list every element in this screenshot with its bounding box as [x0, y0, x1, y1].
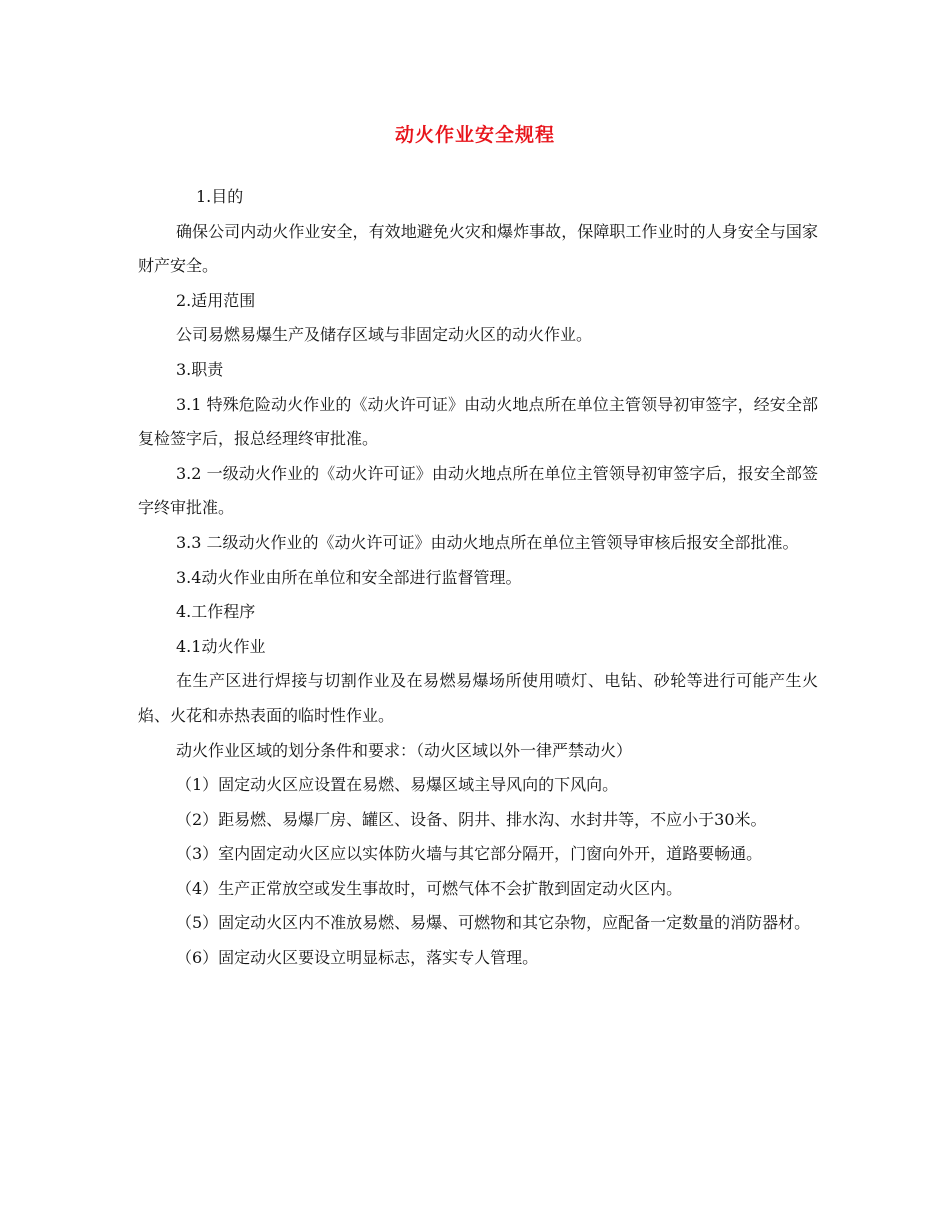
paragraph: 动火作业区域的划分条件和要求：（动火区域以外一律严禁动火）	[176, 740, 633, 760]
paragraph: 确保公司内动火作业安全，有效地避免火灾和爆炸事故，保障职工作业时的人身安全与国家财产安全。	[138, 221, 818, 276]
paragraph: 3.3 二级动火作业的《动火许可证》由动火地点所在单位主管领导审核后报安全部批准。	[176, 532, 799, 552]
paragraph: 3.4动火作业由所在单位和安全部进行监督管理。	[176, 567, 522, 587]
paragraph: 3.职责	[176, 359, 224, 379]
paragraph: （5）固定动火区内不准放易燃、易爆、可燃物和其它杂物，应配备一定数量的消防器材。	[176, 913, 811, 933]
document-body	[138, 180, 818, 976]
paragraph: （1）固定动火区应设置在易燃、易爆区域主导风向的下风向。	[176, 775, 619, 795]
paragraph: 在生产区进行焊接与切割作业及在易燃易爆场所使用喷灯、电钻、砂轮等进行可能产生火焰、火花和赤热表面的临时性作业。	[138, 671, 818, 725]
paragraph: （2）距易燃、易爆厂房、罐区、设备、阴井、排水沟、水封井等，不应小于30米。	[176, 809, 767, 829]
document-title: 动火作业安全规程	[394, 124, 555, 146]
paragraph: （6）固定动火区要设立明显标志，落实专人管理。	[176, 948, 539, 968]
paragraph: （4）生产正常放空或发生事故时，可燃气体不会扩散到固定动火区内。	[176, 878, 683, 898]
paragraph: 3.2 一级动火作业的《动火许可证》由动火地点所在单位主管领导初审签字后，报安全部签字终审批准。	[138, 463, 818, 518]
paragraph: 4.工作程序	[176, 602, 256, 622]
paragraph: 4.1动火作业	[176, 636, 266, 656]
paragraph: 公司易燃易爆生产及储存区域与非固定动火区的动火作业。	[176, 325, 593, 345]
paragraph: 2.适用范围	[176, 290, 256, 310]
paragraph: 3.1 特殊危险动火作业的《动火许可证》由动火地点所在单位主管领导初审签字，经安全部复检签字后，报总经理终审批准。	[138, 394, 818, 449]
paragraph: （3）室内固定动火区应以实体防火墙与其它部分隔开，门窗向外开，道路要畅通。	[176, 844, 763, 864]
paragraph: 1.目的	[196, 187, 244, 206]
